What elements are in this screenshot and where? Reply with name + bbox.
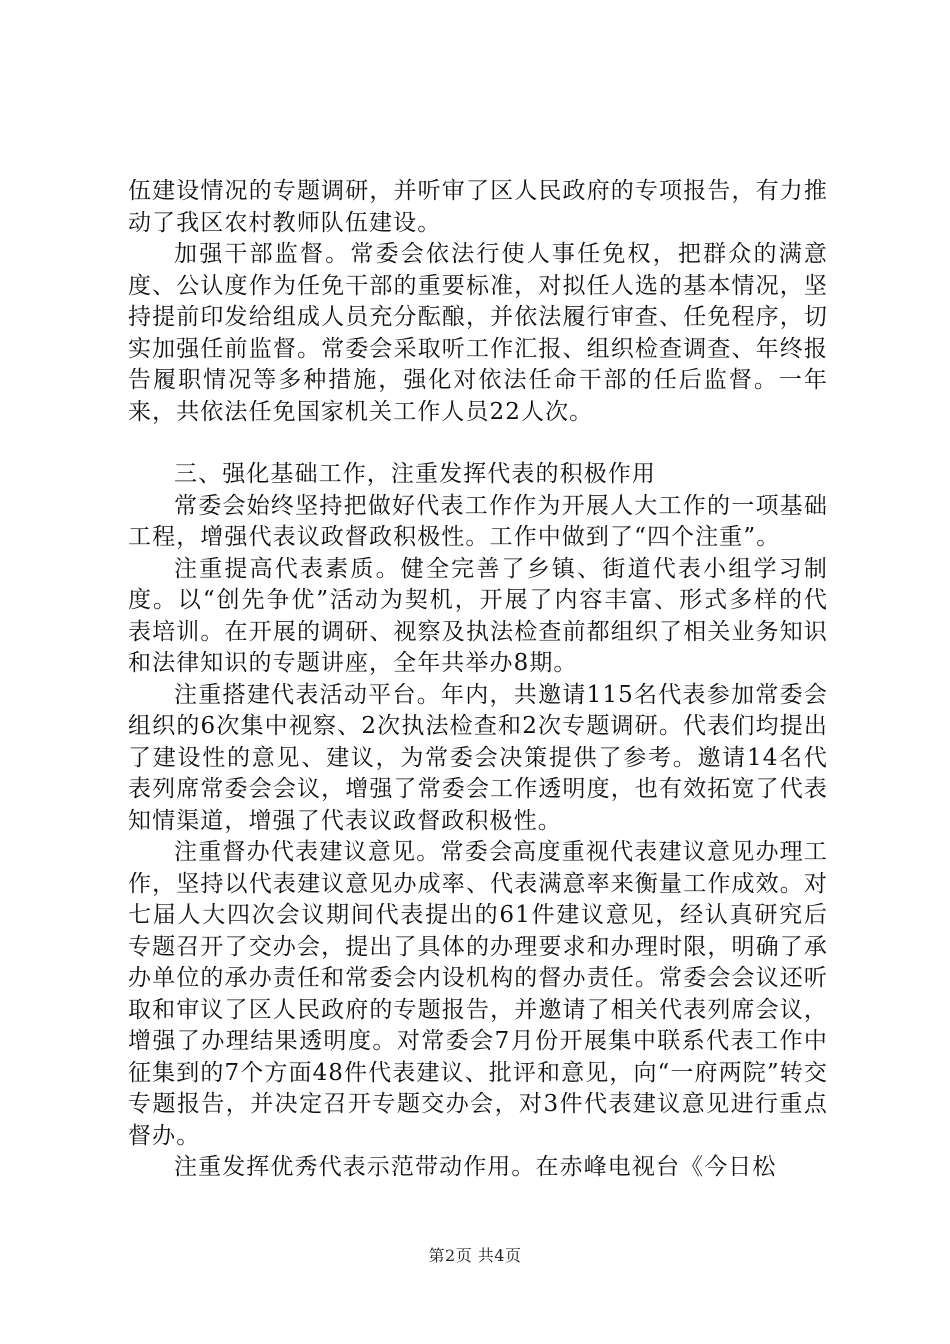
paragraph-intro: 常委会始终坚持把做好代表工作作为开展人大工作的一项基础工程，增强代表议政督政积极性。工作中做到了“四个注重”。 bbox=[128, 492, 828, 550]
document-body bbox=[128, 176, 828, 1184]
paragraph-suggestions: 注重督办代表建议意见。常委会高度重视代表建议意见办理工作，坚持以代表建议意见办成率、代表满意率来衡量工作成效。对七届人大四次会议期间代表提出的61件建议意见，经认真研究后专题召开了交办会，提出了具体的办理要求和办理时限，明确了承办单位的承办责任和常委会内设机构的督办责任。常委会会议还听取和审议了区人民政府的专题报告，并邀请了相关代表列席会议，增强了办理结果透明度。对常委会7月份开展集中联系代表工作中征集到的7个方面48件代表建议、批评和意见，向“一府两院”转交专题报告，并决定召开专题交办会，对3件代表建议意见进行重点督办。 bbox=[128, 839, 828, 1149]
section-heading: 三、强化基础工作，注重发挥代表的积极作用 bbox=[174, 461, 656, 487]
paragraph-cadre-supervision: 加强干部监督。常委会依法行使人事任免权，把群众的满意度、公认度作为任免干部的重要标准，对拟任人选的基本情况，坚持提前印发给组成人员充分酝酿，并依法履行审查、任免程序，切实加强任前监督。常委会采取听工作汇报、组织检查调查、年终报告履职情况等多种措施，强化对依法任命干部的任后监督。一年来，共依法任免国家机关工作人员22人次。 bbox=[128, 241, 828, 425]
paragraph-exemplary: 注重发挥优秀代表示范带动作用。在赤峰电视台《今日松 bbox=[174, 1154, 777, 1180]
paragraph-continued: 伍建设情况的专题调研，并听审了区人民政府的专项报告，有力推动了我区农村教师队伍建设。 bbox=[128, 178, 828, 236]
page-number-footer: 第2页 共4页 bbox=[428, 1246, 522, 1265]
paragraph-platform: 注重搭建代表活动平台。年内，共邀请115名代表参加常委会组织的6次集中视察、2次执法检查和2次专题调研。代表们均提出了建设性的意见、建议，为常委会决策提供了参考。邀请14名代表列席常委会会议，增强了常委会工作透明度，也有效拓宽了代表知情渠道，增强了代表议政督政积极性。 bbox=[128, 681, 828, 834]
paragraph-quality: 注重提高代表素质。健全完善了乡镇、街道代表小组学习制度。以“创先争优”活动为契机，开展了内容丰富、形式多样的代表培训。在开展的调研、视察及执法检查前都组织了相关业务知识和法律知识的专题讲座，全年共举办8期。 bbox=[128, 555, 828, 676]
